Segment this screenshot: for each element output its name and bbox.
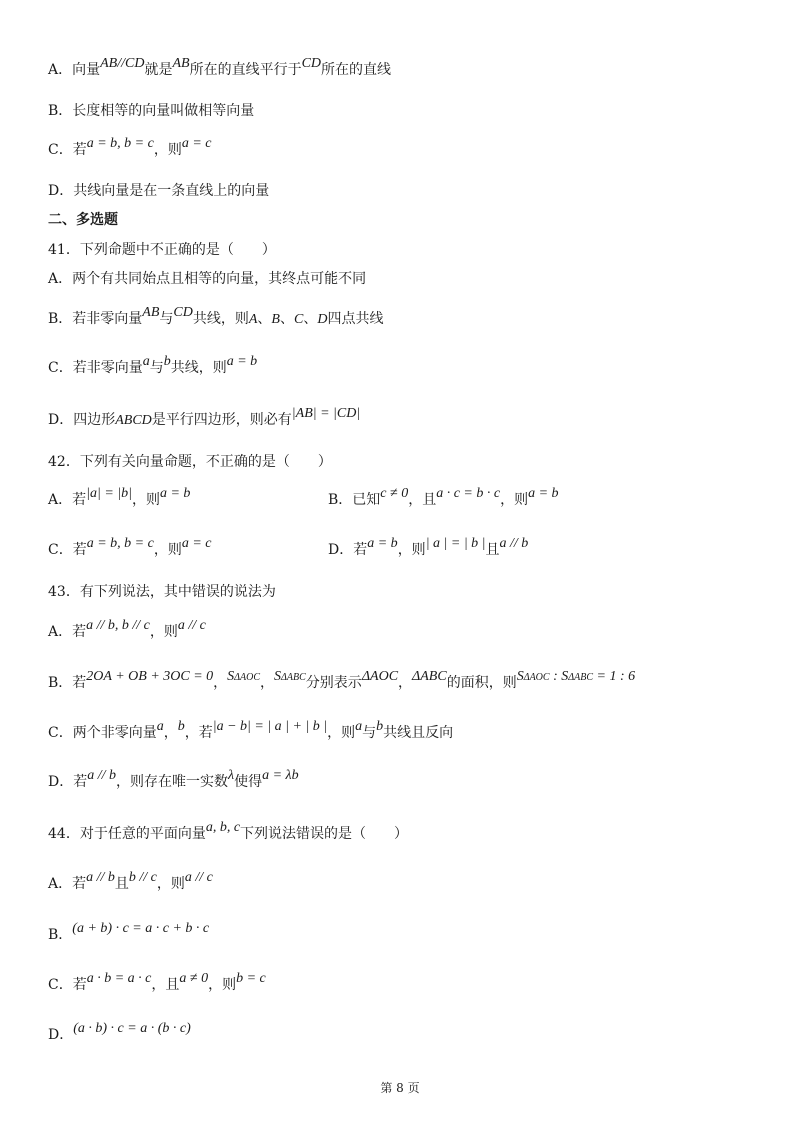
math: a = c bbox=[181, 136, 212, 151]
q42-option-c: C．若a = b, b = c，则a = c bbox=[48, 536, 212, 558]
math: a = b bbox=[159, 486, 191, 501]
math: a bbox=[355, 719, 363, 734]
math: |a| = |b| bbox=[86, 486, 132, 501]
q43-option-a: A．若a // b, b // c，则a // c bbox=[48, 618, 206, 640]
math: 2OA + OB + 3OC = 0 bbox=[86, 669, 214, 684]
q42-option-a: A．若|a| = |b|，则a = b bbox=[48, 486, 191, 508]
q42-option-d: D．若a = b，则| a | = | b |且a // b bbox=[328, 536, 529, 558]
q43-option-c: C．两个非零向量a，b，若|a − b| = | a | + | b |，则a与b共线且反向 bbox=[48, 719, 454, 741]
q42-option-b: B．已知c ≠ 0，且a · c = b · c，则a = b bbox=[328, 486, 559, 508]
math: a // b bbox=[86, 870, 115, 885]
math: a // b bbox=[87, 768, 117, 783]
math: b bbox=[177, 719, 185, 734]
math: a // c bbox=[184, 870, 213, 885]
math: (a + b) · c = a · c + b · c bbox=[72, 921, 210, 936]
math: S bbox=[516, 669, 524, 684]
q41-option-c: C．若非零向量a与b共线，则a = b bbox=[48, 354, 258, 376]
q42-stem: 42．下列有关向量命题，不正确的是（ ） bbox=[48, 454, 332, 470]
math: b bbox=[376, 719, 384, 734]
math: |a − b| = | a | + | b | bbox=[212, 719, 328, 734]
math: a = b bbox=[226, 354, 258, 369]
math: b = c bbox=[236, 971, 266, 986]
math: a // c bbox=[177, 618, 206, 633]
math: b bbox=[163, 354, 171, 369]
math: a = λb bbox=[262, 768, 299, 783]
section-heading: 二、多选题 bbox=[48, 212, 118, 228]
math: b // c bbox=[128, 870, 157, 885]
q40-option-a: A．向量AB//CD就是AB所在的直线平行于CD所在的直线 bbox=[48, 56, 392, 78]
q43-option-b: B．若2OA + OB + 3OC = 0，$S^{\Delta AOC}$，$S^{\Delta ABC}$分别表示ΔAOC，ΔABC的面积，则$S^{\Delta AOC}$ : $S^{\Delta ABC} = 1$ : 6 bbox=[48, 669, 636, 691]
math: a = b bbox=[367, 536, 398, 551]
math: CD bbox=[173, 305, 193, 320]
q44-option-d: D．(a · b) · c = a · (b · c) bbox=[48, 1021, 191, 1043]
page-number: 第 8 页 bbox=[380, 1081, 420, 1095]
math: a = b bbox=[528, 486, 559, 501]
math: |AB| = |CD| bbox=[291, 406, 361, 421]
math: S bbox=[227, 669, 235, 684]
q40-option-b: B．长度相等的向量叫做相等向量 bbox=[48, 103, 255, 119]
math: ΔABC bbox=[412, 669, 447, 684]
math: CD bbox=[301, 56, 322, 71]
q41-option-a: A．两个有共同始点且相等的向量，其终点可能不同 bbox=[48, 271, 367, 287]
math: a, b, c bbox=[205, 820, 241, 835]
q44-option-a: A．若a // b且b // c，则a // c bbox=[48, 870, 213, 892]
math: a = b, b = c bbox=[86, 136, 154, 151]
q43-stem: 43．有下列说法，其中错误的说法为 bbox=[48, 584, 276, 600]
math: a // b bbox=[499, 536, 529, 551]
q40-option-c: C．若a = b, b = c，则a = c bbox=[48, 136, 212, 158]
math: AB//CD bbox=[100, 56, 145, 71]
math: a = c bbox=[181, 536, 212, 551]
q44-option-b: B．(a + b) · c = a · c + b · c bbox=[48, 921, 210, 943]
math: S bbox=[274, 669, 282, 684]
math: | a | = | b | bbox=[425, 536, 486, 551]
q40-option-d: D．共线向量是在一条直线上的向量 bbox=[48, 183, 270, 199]
q44-stem: 44．对于任意的平面向量a, b, c下列说法错误的是（ ） bbox=[48, 820, 409, 842]
q43-option-d: D．若a // b，则存在唯一实数λ使得a = λb bbox=[48, 768, 299, 790]
q41-stem: 41．下列命题中不正确的是（ ） bbox=[48, 242, 276, 258]
math: c ≠ 0 bbox=[380, 486, 409, 501]
math: a bbox=[156, 719, 164, 734]
math: (a · b) · c = a · (b · c) bbox=[73, 1021, 191, 1036]
math: a · c = b · c bbox=[436, 486, 501, 501]
math: ΔAOC bbox=[361, 669, 399, 684]
q44-option-c: C．若a · b = a · c，且a ≠ 0，则b = c bbox=[48, 971, 266, 993]
q41-option-b: B．若非零向量AB与CD共线，则A、B、C、D四点共线 bbox=[48, 305, 384, 327]
math: a · b = a · c bbox=[86, 971, 152, 986]
math: a = b, b = c bbox=[86, 536, 154, 551]
math: λ bbox=[228, 768, 235, 783]
math: a ≠ 0 bbox=[179, 971, 209, 986]
q41-option-d: D．四边形ABCD是平行四边形，则必有|AB| = |CD| bbox=[48, 406, 361, 428]
math: AB bbox=[142, 305, 160, 320]
math: AB bbox=[172, 56, 190, 71]
math: a // b, b // c bbox=[86, 618, 150, 633]
math: a bbox=[142, 354, 150, 369]
